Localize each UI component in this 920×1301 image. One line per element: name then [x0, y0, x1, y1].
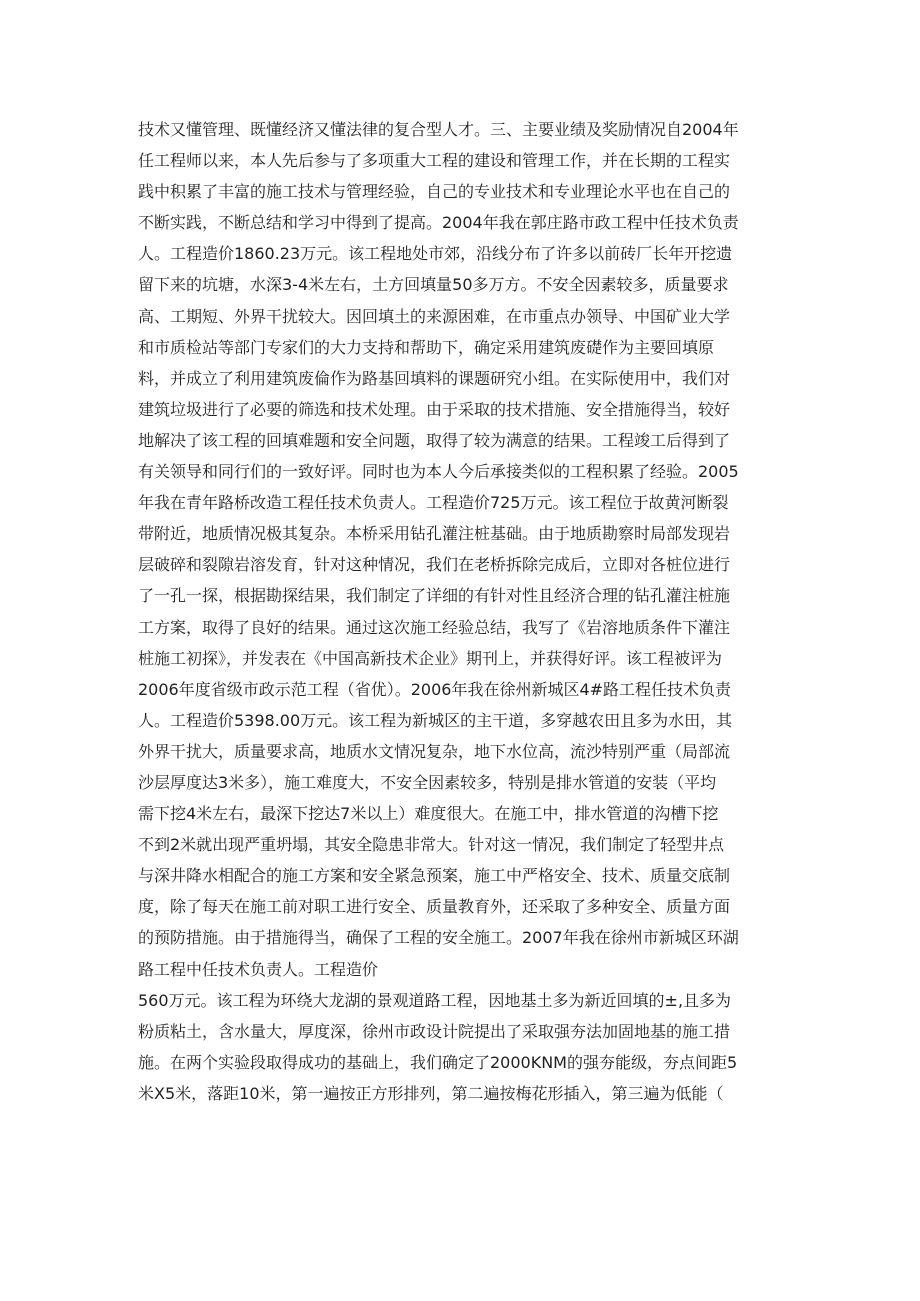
- text-line-31: 施。在两个实验段取得成功的基础上，我们确定了2000KNM的强夯能级，夯点间距5: [138, 1052, 738, 1072]
- body-text: [138, 114, 788, 1109]
- text-line-1: 技术又懂管理、既懂经济又懂法律的复合型人才。三、主要业绩及奖励情况自2004年: [138, 120, 739, 139]
- text-line-5: 人。工程造价1860.23万元。该工程地处市郊，沿线分布了许多以前砖厂长年开挖遗: [138, 244, 733, 264]
- text-line-11: 地解决了该工程的回填难题和安全问题，取得了较为满意的结果。工程竣工后得到了: [138, 430, 731, 450]
- text-line-4: 不断实践，不断总结和学习中得到了提高。2004年我在郭庄路市政工程中任技术负责: [138, 213, 739, 233]
- text-line-29: 560万元。该工程为环绕大龙湖的景观道路工程，因地基土多为新近回填的±,且多为: [138, 990, 732, 1010]
- text-line-19: 2006年度省级市政示范工程（省优）。2006年我在徐州新城区4#路工程任技术负责: [138, 679, 732, 699]
- text-line-17: 工方案，取得了良好的结果。通过这次施工经验总结，我写了《岩溶地质条件下灌注: [138, 617, 731, 637]
- text-line-9: 料，并成立了利用建筑废倫作为路基回填料的课题研究小组。在实际使用中，我们对: [138, 368, 731, 388]
- text-line-2: 任工程师以来，本人先后参与了多项重大工程的建设和管理工作，并在长期的工程实: [138, 151, 731, 171]
- text-line-32: 米X5米，落距10米，第一遍按正方形排列，第二遍按梅花形插入，第三遍为低能（: [138, 1083, 724, 1103]
- text-line-30: 粉质粘土，含水量大，厚度深，徐州市政设计院提出了采取强夯法加固地基的施工措: [138, 1021, 731, 1041]
- text-line-14: 带附近，地质情况极其复杂。本桥采用钻孔灌注桩基础。由于地质勘察时局部发现岩: [138, 524, 731, 544]
- text-line-18: 桩施工初探》，并发表在《中国高新技术企业》期刊上，并获得好评。该工程被评为: [138, 648, 723, 668]
- text-line-7: 高、工期短、外界干扰较大。因回填土的来源困难，在市重点办领导、中国矿业大学: [138, 306, 731, 326]
- text-line-23: 需下挖4米左右，最深下挖达7米以上）难度很大。在施工中，排水管道的沟槽下挖: [138, 804, 719, 824]
- text-line-6: 留下来的坑塘，水深3-4米左右，土方回填量50多万方。不安全因素较多，质量要求: [138, 275, 729, 295]
- text-line-22: 沙层厚度达3米多），施工难度大，不安全因素较多，特别是排水管道的安装（平均: [138, 772, 717, 792]
- text-line-3: 践中积累了丰富的施工技术与管理经验，自己的专业技术和专业理论水平也在自己的: [138, 182, 731, 202]
- text-line-10: 建筑垃圾进行了必要的筛选和技术处理。由于采取的技术措施、安全措施得当，较好: [138, 399, 731, 419]
- text-line-21: 外界干扰大，质量要求高，地质水文情况复杂，地下水位高，流沙特别严重（局部流: [138, 741, 731, 761]
- text-line-15: 层破碎和裂隙岩溶发育，针对这种情况，我们在老桥拆除完成后，立即对各桩位进行: [138, 555, 731, 575]
- text-line-25: 与深井降水相配合的施工方案和安全紧急预案，施工中严格安全、技术、质量交底制: [138, 866, 731, 886]
- text-line-24: 不到2米就出现严重坍塌，其安全隐患非常大。针对这一情况，我们制定了轻型井点: [138, 835, 725, 855]
- text-line-12: 有关领导和同行们的一致好评。同时也为本人今后承接类似的工程积累了经验。2005: [138, 462, 739, 482]
- text-line-20: 人。工程造价5398.00万元。该工程为新城区的主干道，多穿越农田且多为水田，其: [138, 710, 733, 730]
- text-line-8: 和市质检站等部门专家们的大力支持和帮助下，确定采用建筑废礎作为主要回填原: [138, 337, 715, 357]
- text-line-13: 年我在青年路桥改造工程任技术负责人。工程造价725万元。该工程位于故黄河断裂: [138, 493, 729, 513]
- text-line-16: 了一孔一探，根据勘探结果，我们制定了详细的有针对性且经济合理的钻孔灌注桩施: [138, 586, 731, 606]
- text-line-26: 度，除了每天在施工前对职工进行安全、质量教育外，还采取了多种安全、质量方面: [138, 897, 731, 917]
- text-line-28: 路工程中任技术负责人。工程造价: [138, 959, 379, 979]
- text-line-27: 的预防措施。由于措施得当，确保了工程的安全施工。2007年我在徐州市新城区环湖: [138, 928, 739, 948]
